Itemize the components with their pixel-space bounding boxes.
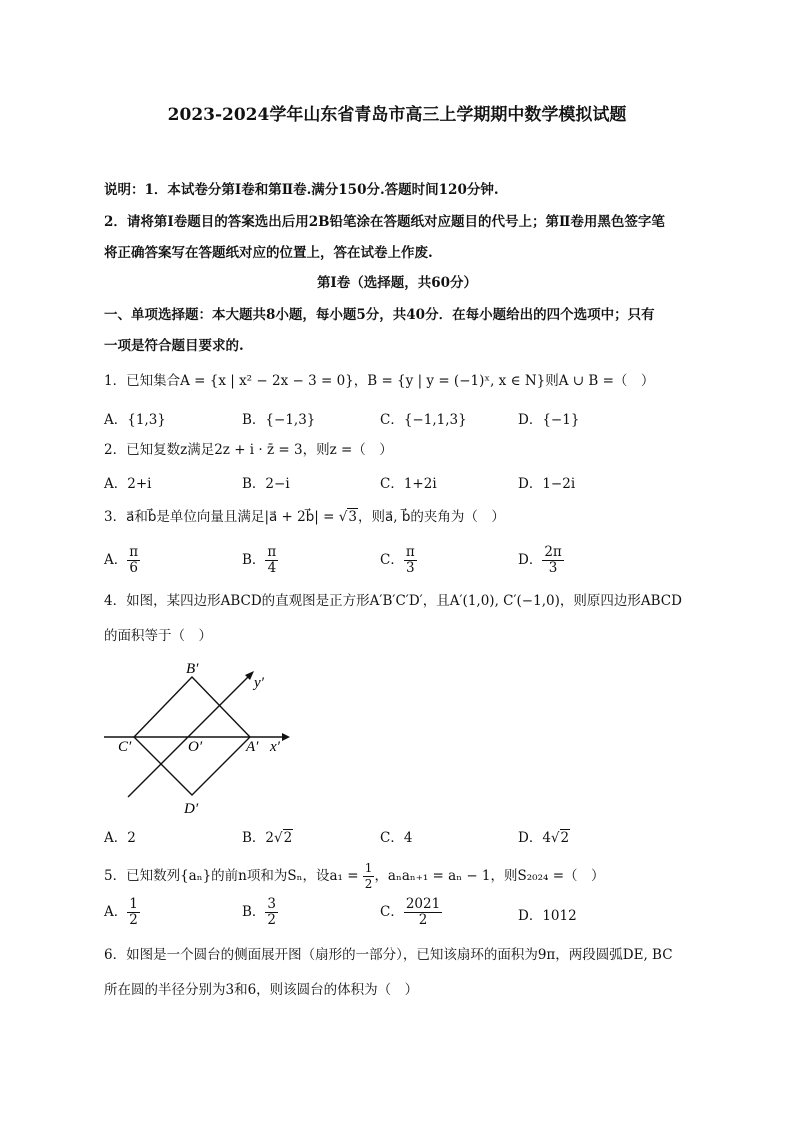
x-axis-arrow-icon — [282, 733, 290, 741]
question-2-option-a: A．2+i — [104, 476, 152, 492]
fraction — [363, 861, 375, 892]
question-4-option-a: A．2 — [104, 830, 136, 846]
question-6-stem-line-2: 所在圆的半径分别为3和6，则该圆台的体积为（ ） — [104, 982, 419, 998]
question-5-option-c — [380, 897, 442, 928]
question-2-stem: 2．已知复数z满足2z + i · z̄ = 3，则z =（ ） — [104, 442, 393, 458]
question-1-option-d: D．{−1} — [518, 412, 580, 428]
question-4-stem-line-1: 4．如图，某四边形ABCD的直观图是正方形A′B′C′D′，且A′(1,0), C′(−1,0)，则原四边形ABCD — [104, 593, 682, 609]
question-5-stem — [104, 861, 605, 892]
question-4-option-d — [518, 826, 570, 846]
sqrt-icon: √ — [550, 830, 560, 846]
question-3-sqrt-value: 3 — [348, 509, 357, 525]
exam-title: 2023-2024学年山东省青岛市高三上学期期中数学模拟试题 — [167, 105, 627, 125]
question-3-stem — [104, 507, 505, 527]
question-6-stem-line-1: 6．如图是一个圆台的侧面展开图（扇形的一部分），已知该扇环的面积为9π，两段圆弧DE, BC — [104, 947, 673, 963]
fraction-denominator: 2 — [267, 912, 277, 928]
label-b-prime: B′ — [186, 661, 199, 677]
question-4-option-b — [242, 826, 293, 846]
option-label: B． — [242, 552, 266, 568]
square-abcd-prime — [134, 677, 250, 795]
option-label: B． — [242, 904, 266, 920]
part1-instructions-line-2: 一项是符合题目要求的. — [104, 338, 244, 354]
label-x-prime: x′ — [270, 739, 280, 755]
question-2-option-b: B．2−i — [242, 476, 290, 492]
question-2-option-c: C．1+2i — [380, 476, 437, 492]
note-line-2: 2．请将第Ⅰ卷题目的答案选出后用2B铅笔涂在答题纸对应题目的代号上；第Ⅱ卷用黑色签字笔 — [104, 214, 665, 230]
fraction-denominator: 6 — [129, 560, 138, 576]
label-c-prime: C′ — [118, 739, 132, 755]
question-5-option-d: D．1012 — [518, 908, 577, 924]
fraction-denominator: 4 — [267, 560, 277, 576]
sqrt-icon: √ — [338, 509, 348, 525]
question-2-option-d: D．1−2i — [518, 476, 576, 492]
question-1-option-c: C．{−1,1,3} — [380, 412, 467, 428]
label-o-prime: O′ — [188, 739, 203, 755]
question-3-option-d — [518, 545, 564, 576]
option-text: D．4 — [518, 830, 551, 846]
sqrt-value: 2 — [283, 830, 293, 846]
question-5-stem-post: ，aₙaₙ₊₁ = aₙ − 1，则S₂₀₂₄ =（ ） — [374, 868, 605, 884]
question-5-option-b — [242, 897, 278, 928]
question-5-option-a — [104, 897, 140, 928]
label-d-prime: D′ — [184, 801, 199, 817]
fraction — [127, 545, 140, 576]
question-3-stem-post: ，则a⃗, b⃗的夹角为（ ） — [357, 509, 505, 525]
fraction — [127, 897, 140, 928]
fraction-numerator: 3 — [267, 896, 277, 912]
option-label: C． — [380, 904, 404, 920]
fraction — [542, 545, 563, 576]
question-1-option-b: B．{−1,3} — [242, 412, 316, 428]
fraction — [404, 545, 417, 576]
fraction-denominator: 2 — [129, 912, 138, 928]
option-text: B．2 — [242, 830, 275, 846]
note-line-3: 将正确答案写在答题纸对应的位置上，答在试卷上作废. — [104, 245, 433, 261]
question-4-figure — [100, 655, 300, 820]
question-5-stem-pre: 5．已知数列{aₙ}的前n项和为Sₙ，设a₁ = — [104, 868, 363, 884]
note-line-1: 说明：1．本试卷分第Ⅰ卷和第Ⅱ卷.满分150分.答题时间120分钟. — [104, 182, 499, 198]
question-1-stem: 1．已知集合A = {x | x² − 2x − 3 = 0}，B = {y | y = (−1)ˣ, x ∈ N}则A ∪ B =（ ） — [104, 373, 655, 389]
fraction-numerator: 1 — [364, 861, 373, 875]
fraction-numerator: 2π — [544, 544, 562, 560]
label-a-prime: A′ — [246, 739, 259, 755]
question-4-option-c: C．4 — [380, 830, 413, 846]
fraction — [265, 897, 278, 928]
fraction-denominator: 2 — [364, 877, 373, 891]
fraction — [404, 897, 442, 928]
question-4-stem-line-2: 的面积等于（ ） — [104, 628, 212, 644]
fraction-numerator: π — [405, 544, 415, 560]
fraction-numerator: π — [267, 544, 277, 560]
option-label: D． — [518, 552, 543, 568]
question-3-option-b — [242, 545, 278, 576]
fraction-denominator: 3 — [548, 560, 558, 576]
option-label: C． — [380, 552, 404, 568]
section-title: 第Ⅰ卷（选择题，共60分） — [316, 275, 478, 291]
option-label: A． — [104, 904, 128, 920]
sqrt-icon: √ — [274, 830, 283, 846]
question-3-expr: |a⃗ + 2b⃗| = — [264, 509, 339, 525]
fraction-numerator: 2021 — [405, 896, 441, 912]
question-1-option-a: A．{1,3} — [104, 412, 166, 428]
label-y-prime: y′ — [254, 675, 264, 691]
question-3-stem-pre: 3．a⃗和b⃗是单位向量且满足 — [104, 509, 265, 525]
fraction-numerator: 1 — [129, 896, 138, 912]
question-3-option-c — [380, 545, 417, 576]
fraction-denominator: 2 — [418, 912, 428, 928]
fraction — [265, 545, 278, 576]
question-3-option-a — [104, 545, 140, 576]
part1-instructions-line-1: 一、单项选择题：本大题共8小题，每小题5分，共40分．在每小题给出的四个选项中；只有 — [104, 307, 655, 323]
sqrt-value: 2 — [560, 830, 570, 846]
option-label: A． — [104, 552, 128, 568]
fraction-denominator: 3 — [405, 560, 415, 576]
fraction-numerator: π — [129, 544, 139, 560]
